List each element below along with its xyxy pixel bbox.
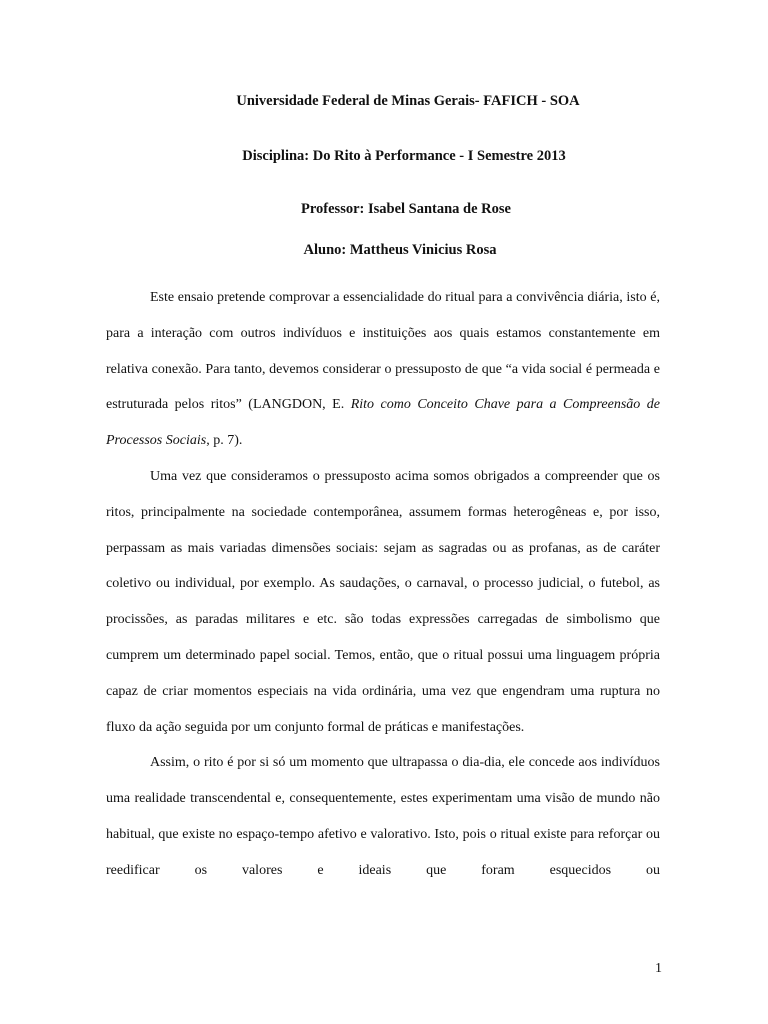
citation-page: , p. 7). xyxy=(206,433,243,449)
paragraph-rites-forms: Uma vez que consideramos o pressuposto acima somos obrigados a compreender que os ritos, principalmente na sociedade contemporânea, assumem formas heterogêneas e, por isso, perpassam as mais variadas dimensões sociais: sejam as sagradas ou as profanas, as de caráter coletivo ou individual, por exemplo. As saudações, o carnaval, o processo judicial, o futebol, as procissões, as paradas militares e etc. são todas expressões carregadas de simbolismo que cumprem um determinado papel social. Temos, então, que o ritual possui uma linguagem própria capaz de criar momentos especiais na vida ordinária, uma vez que engendram uma ruptura no fluxo da ação seguida por um conjunto formal de práticas e manifestações. xyxy=(106,468,660,735)
essay-body xyxy=(106,280,660,889)
page-number: 1 xyxy=(655,961,662,976)
paragraph-intro-text: Este ensaio pretende comprovar a essencialidade do ritual para a convivência diária, isto é, para a interação com outros indivíduos e instituições aos quais estamos constantemente em relativa conexão. Para tanto, devemos considerar o pressuposto de que “a vida social é permeada e estruturada pelos ritos” (LANGDON, E. xyxy=(106,290,660,413)
student-heading: Aluno: Mattheus Vinicius Rosa xyxy=(303,242,497,258)
paragraph-intro xyxy=(106,280,660,459)
paragraph-transcendence: Assim, o rito é por si só um momento que ultrapassa o dia-dia, ele concede aos indivíduos uma realidade transcendental e, consequentemente, estes experimentam uma visão de mundo não habitual, que existe no espaço-tempo afetivo e valorativo. Isto, pois o ritual existe para reforçar ou reedificar os valores e ideais que foram esquecidos ou xyxy=(106,755,660,878)
university-heading: Universidade Federal de Minas Gerais- FAFICH - SOA xyxy=(236,93,580,109)
course-heading: Disciplina: Do Rito à Performance - I Semestre 2013 xyxy=(242,148,566,164)
citation-title: Rito como Conceito Chave para a Compreensão de Processos Sociais xyxy=(106,397,660,449)
professor-heading: Professor: Isabel Santana de Rose xyxy=(301,201,511,217)
